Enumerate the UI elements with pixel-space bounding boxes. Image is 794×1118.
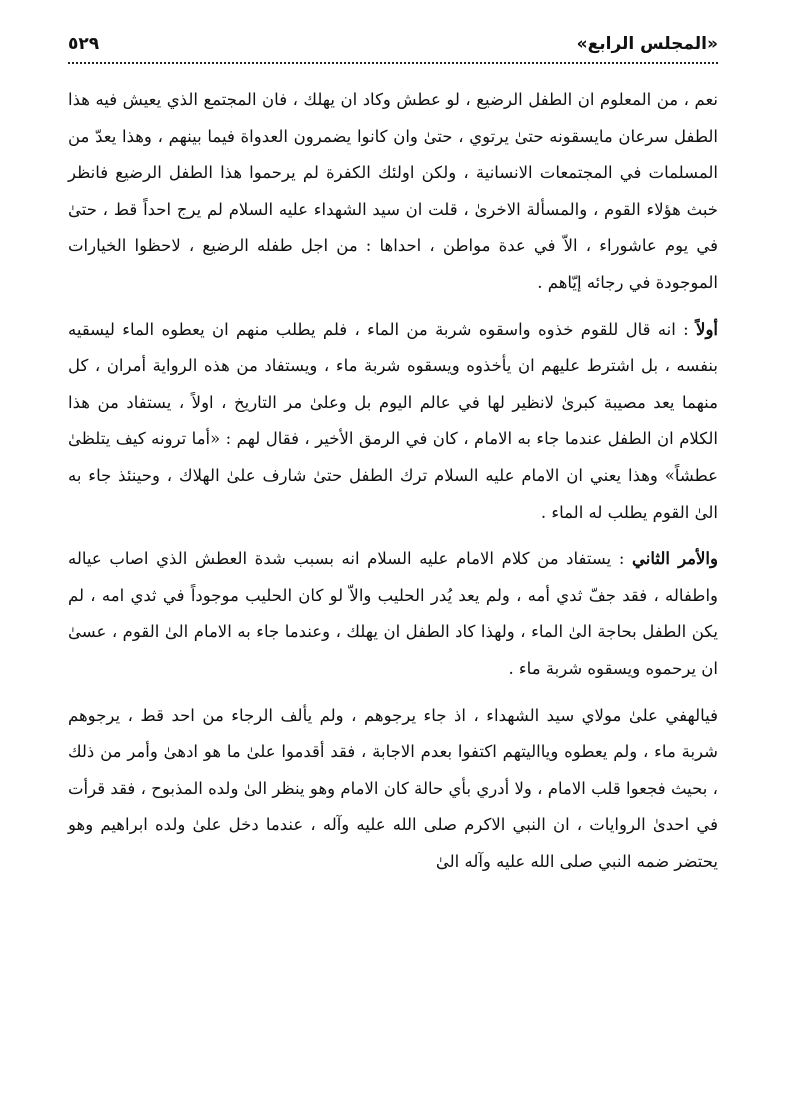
paragraph-3 [68,541,718,687]
paragraph-3-text: : يستفاد من كلام الامام عليه السلام انه بسبب شدة العطش الذي اصاب عياله واطفاله ، فقد جفّ ثدي أمه ، ولم يعد يُدر الحليب والاّ لو كان الحليب موجوداً في ثدي امه ، لم يكن الطفل بحاجة الىٰ الماء ، ولهذا كاد الطفل ان يهلك ، وعندما جاء به الامام الىٰ القوم ، عسىٰ ان يرحموه ويسقوه شربة ماء . [68,549,718,678]
page-number: ٥٢٩ [68,34,105,54]
paragraph-2-text: : انه قال للقوم خذوه واسقوه شربة من الماء ، فلم يطلب منهم ان يعطوه الماء ليسقيه بنفسه ، بل اشترط عليهم ان يأخذوه ويسقوه شربة ماء ، ويستفاد من هذه الرواية أمران ، كل منهما يعد مصيبة كبرىٰ لانظير لها في عالم اليوم بل وعلىٰ مر التاريخ ، اولاً ، يستفاد من هذا الكلام ان الطفل عندما جاء به الامام ، كان في الرمق الأخير ، فقال لهم : «أما ترونه كيف يتلظىٰ عطشاً» وهذا يعني ان الامام عليه السلام ترك الطفل حتىٰ شارف علىٰ الهلاك ، وحينئذ جاء به الىٰ القوم يطلب له الماء . [68,319,718,522]
paragraph-4-text: فيالهفي علىٰ مولاي سيد الشهداء ، اذ جاء يرجوهم ، ولم يألف الرجاء من احد قط ، يرجوهم شربة ماء ، ولم يعطوه ويااليتهم اكتفوا بعدم الاجابة ، فقد أقدموا علىٰ ما هو ادهىٰ وأمر من ذلك ، بحيث فجعوا قلب الامام ، ولا أدري بأي حالة كان الامام وهو ينظر الىٰ ولده المذبوح ، فقد قرأت في احدىٰ الروايات ، ان النبي الاكرم صلى الله عليه وآله ، عندما دخل علىٰ ولده ابراهيم وهو يحتضر ضمه النبي صلى الله عليه وآله الىٰ [68,705,718,871]
paragraph-4 [68,698,718,881]
paragraph-1-text: نعم ، من المعلوم ان الطفل الرضيع ، لو عطش وكاد ان يهلك ، فان المجتمع الذي يعيش فيه هذا الطفل سرعان مايسقونه حتىٰ يرتوي ، حتىٰ وان كانوا يضمرون العدواة فيما بينهم ، وهذا يعدّ من المسلمات في المجتمعات الانسانية ، ولكن اولئك الكفرة لم يرحموا هذا الطفل الرضيع فانظر خبث هؤلاء القوم ، والمسألة الاخرىٰ ، قلت ان سيد الشهداء عليه السلام لم يرج احداً قط ، حتىٰ في يوم عاشوراء ، الاّ في عدة مواطن ، احداها : من اجل طفله الرضيع ، لاحظوا الخيارات الموجودة في رجائه إيّاهم . [68,90,718,292]
chapter-title: «المجلس الرابع» [571,34,718,54]
document-page [68,30,718,890]
paragraph-2-lead: أولاً [696,319,718,339]
paragraph-3-lead: والأمر الثاني [632,549,718,569]
page-header [68,30,718,64]
paragraph-1 [68,82,718,302]
paragraph-2 [68,312,718,532]
